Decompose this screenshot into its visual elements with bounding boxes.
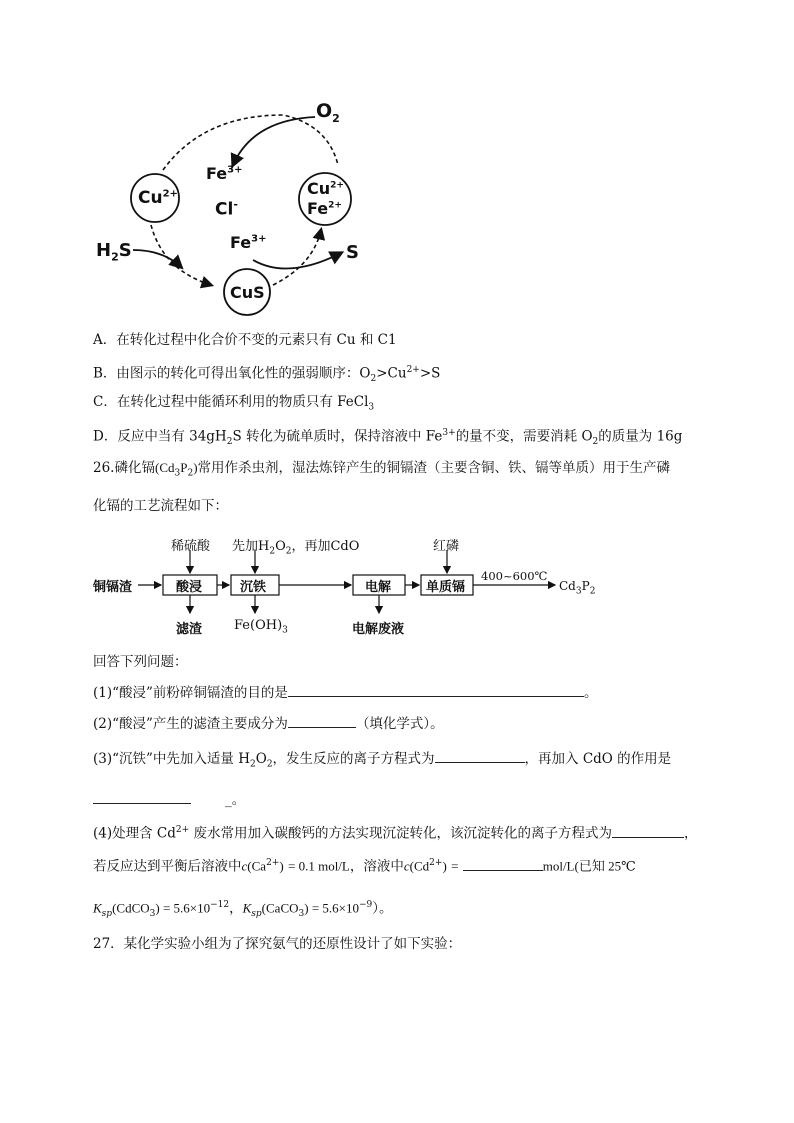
fe3-top-label: $Fe^{3+}$: [206, 164, 243, 183]
question-27: 27．某化学实验小组为了探究氨气的还原性设计了如下实验：: [93, 936, 462, 952]
flow-reagent-h2o2-cdo: 先加$H_2O_2$，再加CdO: [232, 539, 360, 557]
answer-prompt: 回答下列问题：: [93, 654, 188, 670]
flow-residue: 滤渣: [176, 622, 203, 637]
answer-blank-3b[interactable]: [93, 790, 191, 804]
cl-label: Cl-: [215, 198, 238, 220]
flow-acid-reagent: 稀硫酸: [171, 539, 211, 554]
answer-blank-1a[interactable]: [288, 683, 392, 697]
cu2-left-label: $Cu^{2+}$: [138, 188, 178, 208]
flow-electrolysis-waste: 电解废液: [352, 622, 405, 637]
question-4: (4)处理含 $Cd^{2+}$ 废水常用加入碳酸钙的方法实现沉淀转化，该沉淀转化的离子方程式为 ，: [93, 825, 698, 842]
question-4-line2: 若反应达到平衡后溶液中$c(Ca^{2+}) = 0.1$ mol/L，溶液中$c(Cd^{2+}) = mol/L$(已知 25℃: [93, 858, 636, 875]
flow-step-iron-precip: 沉铁: [240, 580, 267, 595]
option-d: D．反应中当有 $34gH_2S$ 转化为硫单质时，保持溶液中 $Fe^{3+}$的量不变，需要消耗 $O_2$的质量为 16g: [93, 428, 683, 448]
dashed-arc-right-bottom: [273, 230, 321, 285]
answer-blank-4a[interactable]: [612, 824, 684, 838]
o2-arrow: [233, 117, 315, 165]
fe3-bottom-label: $Fe^{3+}$: [230, 233, 267, 252]
o2-label: $O_2$: [316, 100, 340, 125]
question-1: (1)“酸浸”前粉碎铜镉渣的目的是 。: [93, 685, 598, 701]
answer-blank-3a[interactable]: [435, 749, 525, 763]
flow-feed-label: 铜镉渣: [93, 580, 133, 595]
s-arrow: [253, 253, 341, 269]
question-3: (3)“沉铁”中先加入适量 $H_2O_2$，发生反应的离子方程式为 ，再加入 CdO 的作用是: [93, 751, 672, 770]
h2s-label: $H_2S$: [96, 240, 132, 264]
h2s-arrow: [133, 250, 181, 267]
q26-intro-line1: 26.磷化镉$(Cd_3P_2)$常用作杀虫剂，湿法炼锌产生的铜镉渣（主要含铜、铁、镉等单质）用于生产磷: [93, 460, 671, 479]
option-c: C．在转化过程中能循环利用的物质只有 FeCl$_3$: [93, 394, 375, 413]
question-2: (2)“酸浸”产生的滤渣主要成分为 （填化学式）。: [93, 716, 444, 732]
flow-step-electrolysis: 电解: [365, 580, 392, 595]
cu2-right-label: $Cu^{2+}$: [307, 179, 344, 198]
s-product-label: S: [346, 242, 359, 263]
answer-blank-1b[interactable]: [392, 683, 584, 697]
answer-blank-2[interactable]: [288, 714, 356, 728]
fe2-right-label: $Fe^{2+}$: [307, 199, 342, 218]
flow-step-cadmium: 单质镉: [426, 580, 466, 595]
answer-blank-4b[interactable]: [463, 857, 543, 871]
q26-intro-line2: 化镉的工艺流程如下：: [93, 498, 228, 514]
question-3-line2: _。: [93, 790, 245, 810]
cus-label: CuS: [230, 283, 265, 302]
flow-step-acid-leach: 酸浸: [176, 580, 203, 595]
flow-red-phosphorus: 红磷: [433, 539, 460, 554]
flow-temperature: 400~600℃: [481, 569, 548, 583]
dashed-arc-left-top: [163, 115, 338, 170]
flow-feoh3: $Fe(OH)_3$: [234, 618, 288, 636]
option-b: B．由图示的转化可得出氧化性的强弱顺序：$O_2>Cu^{2+}>S$: [93, 365, 441, 385]
option-a: A．在转化过程中化合价不变的元素只有 Cu 和 C1: [93, 332, 397, 348]
flow-product: $Cd_3P_2$: [559, 579, 596, 597]
ksp-data-line: $K_{sp}(CdCO_3) = 5.6\times 10^{-12}$，$K_{sp}(CaCO_3) = 5.6\times 10^{-9}$）。: [93, 900, 393, 920]
